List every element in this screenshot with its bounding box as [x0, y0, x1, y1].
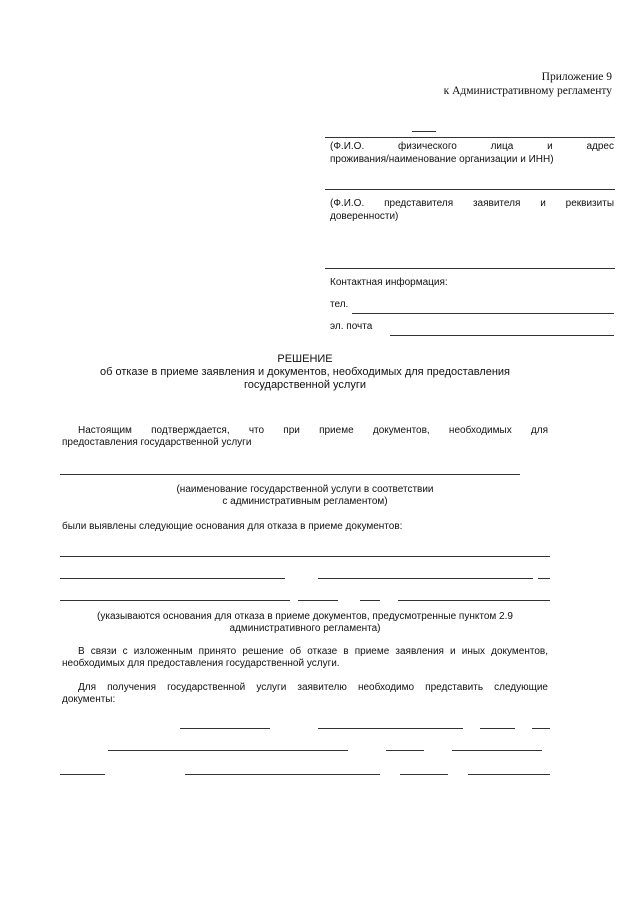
confirm-line2: предоставления государственной услуги	[62, 437, 252, 448]
grounds-line-3d	[398, 600, 550, 601]
documents-text-line2: документы:	[62, 694, 116, 705]
grounds-intro: были выявлены следующие основания для отказа в приеме документов:	[62, 521, 403, 532]
decision-heading: РЕШЕНИЕ	[277, 353, 333, 365]
documents-line-2a	[108, 750, 348, 751]
documents-text-line1: Для получения государственной услуги заявителю необходимо представить следующие	[78, 682, 548, 693]
phone-label: тел.	[330, 299, 349, 310]
fio-hint-line2: проживания/наименование организации и ИНН)	[330, 154, 554, 165]
decision-subtitle-line1: об отказе в приеме заявления и документов, необходимых для предоставления	[99, 366, 511, 378]
service-name-hint-line1: (наименование государственной услуги в соответствии	[176, 484, 434, 495]
decision-text-line2: необходимых для предоставления государственной услуги.	[62, 658, 340, 669]
representative-hint-line2: доверенности)	[330, 211, 399, 222]
grounds-line-2a	[60, 578, 285, 579]
decision-title	[60, 353, 550, 392]
decision-subtitle-line2: государственной услуги	[244, 379, 366, 391]
documents-line-1b	[318, 728, 463, 729]
contact-label: Контактная информация:	[330, 277, 448, 288]
documents-line-2c	[452, 750, 542, 751]
documents-line-3a	[60, 774, 105, 775]
documents-line-3d	[468, 774, 550, 775]
contact-top-line	[325, 268, 615, 269]
documents-line-3c	[400, 774, 448, 775]
documents-line-1d	[532, 728, 550, 729]
service-name-line	[60, 474, 520, 475]
documents-line-1a	[180, 728, 270, 729]
grounds-line-1	[60, 556, 550, 557]
email-label: эл. почта	[330, 321, 373, 332]
grounds-hint-line1: (указываются основания для отказа в приеме документов, предусмотренные пунктом 2.9	[97, 611, 513, 622]
annex-header	[444, 70, 612, 98]
annex-regulation: к Административному регламенту	[443, 85, 612, 97]
grounds-line-3b	[298, 600, 338, 601]
phone-line	[352, 313, 614, 314]
decision-text-line1: В связи с изложенным принято решение об отказе в приеме заявления и иных документов,	[78, 646, 548, 657]
grounds-line-2c	[538, 578, 550, 579]
fio-hint-line1: (Ф.И.О. физического лица и адрес	[330, 141, 614, 152]
representative-hint-line1: (Ф.И.О. представителя заявителя и реквизиты	[330, 198, 614, 209]
documents-line-1c	[480, 728, 515, 729]
annex-number: Приложение 9	[541, 71, 612, 83]
service-name-hint-line2: с административным регламентом)	[222, 496, 388, 507]
fio-underline	[325, 137, 615, 138]
grounds-line-3a	[60, 600, 290, 601]
fio-underline-short	[412, 131, 436, 132]
documents-line-2b	[386, 750, 424, 751]
email-line	[390, 335, 614, 336]
confirm-line1: Настоящим подтверждается, что при приеме документов, необходимых для	[78, 425, 548, 436]
grounds-line-2b	[318, 578, 533, 579]
grounds-line-3c	[360, 600, 380, 601]
documents-line-3b	[185, 774, 380, 775]
representative-underline	[325, 189, 615, 190]
grounds-hint-line2: административного регламента)	[229, 623, 381, 634]
